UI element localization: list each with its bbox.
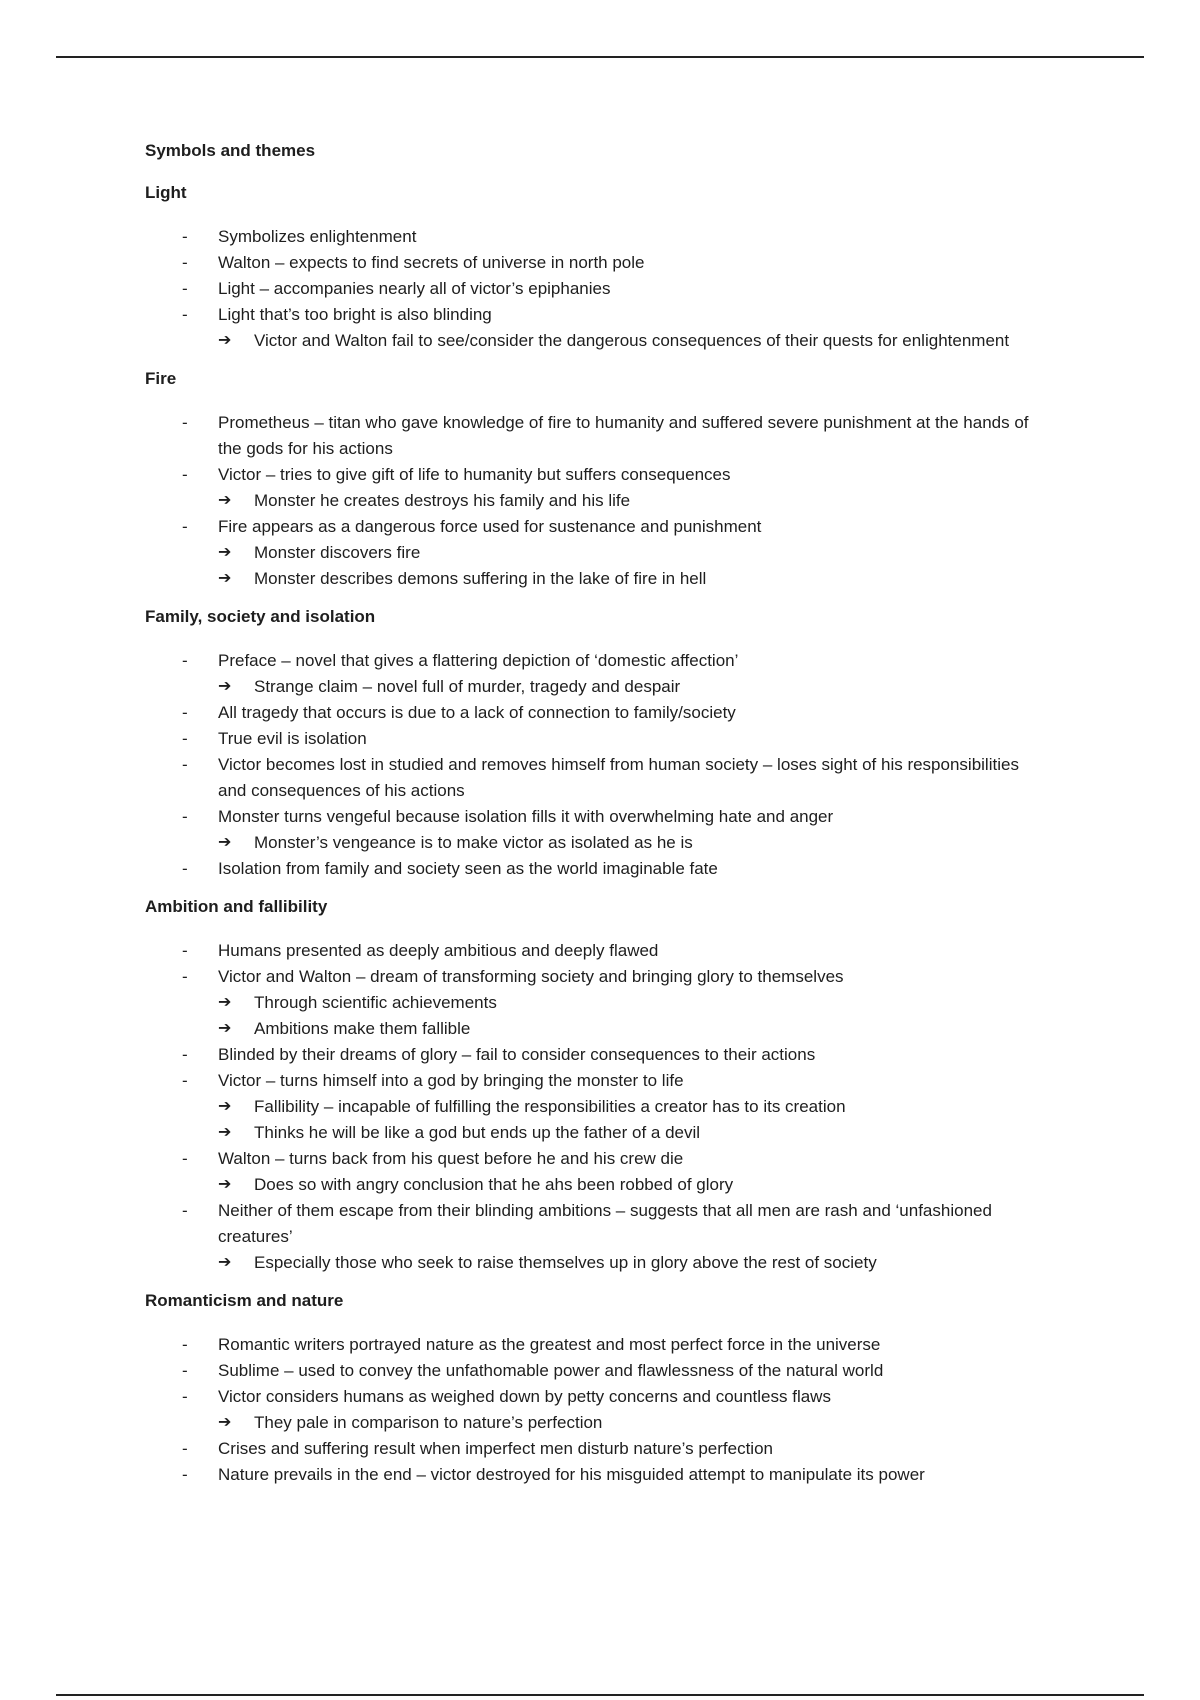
bullet-point xyxy=(145,514,1045,540)
bullet-list xyxy=(145,1332,1045,1488)
dash-bullet-icon: - xyxy=(182,807,188,826)
bullet-point xyxy=(145,276,1045,302)
sub-point xyxy=(145,990,1045,1016)
dash-bullet-icon: - xyxy=(182,413,188,432)
bullet-point xyxy=(145,1146,1045,1172)
dash-bullet-icon: - xyxy=(182,279,188,298)
header-rule xyxy=(56,56,1144,58)
dash-bullet-icon: - xyxy=(182,1045,188,1064)
bullet-point xyxy=(145,224,1045,250)
section xyxy=(145,606,1045,882)
bullet-list xyxy=(145,410,1045,592)
dash-bullet-icon: - xyxy=(182,651,188,670)
bullet-point xyxy=(145,302,1045,328)
sub-point xyxy=(145,1120,1045,1146)
sub-point-text: Thinks he will be like a god but ends up the father of a devil xyxy=(254,1123,701,1142)
bullet-point xyxy=(145,726,1045,752)
bullet-text: Sublime – used to convey the unfathomable power and flawlessness of the natural world xyxy=(218,1361,884,1380)
arrow-right-icon: ➔ xyxy=(218,1414,232,1431)
bullet-list xyxy=(145,224,1045,354)
sub-point-text: Does so with angry conclusion that he ahs been robbed of glory xyxy=(254,1175,734,1194)
sub-point xyxy=(145,830,1045,856)
dash-bullet-icon: - xyxy=(182,755,188,774)
bullet-text: True evil is isolation xyxy=(218,729,367,748)
section-heading: Light xyxy=(145,183,187,202)
dash-bullet-icon: - xyxy=(182,227,188,246)
bullet-point xyxy=(145,856,1045,882)
arrow-right-icon: ➔ xyxy=(218,332,232,349)
bullet-text: Symbolizes enlightenment xyxy=(218,227,417,246)
bullet-point xyxy=(145,1358,1045,1384)
dash-bullet-icon: - xyxy=(182,941,188,960)
bullet-point xyxy=(145,410,1045,462)
dash-bullet-icon: - xyxy=(182,729,188,748)
arrow-right-icon: ➔ xyxy=(218,1098,232,1115)
bullet-point xyxy=(145,1198,1045,1250)
bullet-list xyxy=(145,648,1045,882)
sub-point-text: Strange claim – novel full of murder, tragedy and despair xyxy=(254,677,681,696)
arrow-right-icon: ➔ xyxy=(218,834,232,851)
bullet-text: Victor considers humans as weighed down by petty concerns and countless flaws xyxy=(218,1387,831,1406)
sub-point xyxy=(145,1410,1045,1436)
sub-point-text: They pale in comparison to nature’s perfection xyxy=(254,1413,603,1432)
arrow-right-icon: ➔ xyxy=(218,994,232,1011)
bullet-text: Romantic writers portrayed nature as the greatest and most perfect force in the universe xyxy=(218,1335,881,1354)
arrow-right-icon: ➔ xyxy=(218,544,232,561)
dash-bullet-icon: - xyxy=(182,517,188,536)
dash-bullet-icon: - xyxy=(182,305,188,324)
dash-bullet-icon: - xyxy=(182,703,188,722)
bullet-text: Walton – turns back from his quest before he and his crew die xyxy=(218,1149,684,1168)
dash-bullet-icon: - xyxy=(182,967,188,986)
sub-point xyxy=(145,328,1045,354)
sub-point-text: Especially those who seek to raise themselves up in glory above the rest of society xyxy=(254,1253,877,1272)
bullet-text: Prometheus – titan who gave knowledge of fire to humanity and suffered severe punishment at the hands of the gods for his actions xyxy=(218,413,1029,458)
sub-point xyxy=(145,540,1045,566)
bullet-point xyxy=(145,1068,1045,1094)
dash-bullet-icon: - xyxy=(182,1201,188,1220)
bullet-text: Isolation from family and society seen as the world imaginable fate xyxy=(218,859,718,878)
bullet-text: Humans presented as deeply ambitious and deeply flawed xyxy=(218,941,659,960)
section xyxy=(145,368,1045,592)
section-heading: Fire xyxy=(145,369,177,388)
dash-bullet-icon: - xyxy=(182,1071,188,1090)
section xyxy=(145,1290,1045,1488)
dash-bullet-icon: - xyxy=(182,859,188,878)
bullet-text: Blinded by their dreams of glory – fail to consider consequences to their actions xyxy=(218,1045,816,1064)
section-heading: Ambition and fallibility xyxy=(145,897,328,916)
bullet-text: Victor and Walton – dream of transforming society and bringing glory to themselves xyxy=(218,967,844,986)
bullet-point xyxy=(145,1042,1045,1068)
section xyxy=(145,896,1045,1276)
arrow-right-icon: ➔ xyxy=(218,1176,232,1193)
bullet-point xyxy=(145,1332,1045,1358)
arrow-right-icon: ➔ xyxy=(218,678,232,695)
bullet-text: Nature prevails in the end – victor destroyed for his misguided attempt to manipulate its power xyxy=(218,1465,925,1484)
dash-bullet-icon: - xyxy=(182,1335,188,1354)
bullet-text: Monster turns vengeful because isolation fills it with overwhelming hate and anger xyxy=(218,807,834,826)
dash-bullet-icon: - xyxy=(182,1439,188,1458)
section-heading: Family, society and isolation xyxy=(145,607,376,626)
bullet-text: Victor becomes lost in studied and removes himself from human society – loses sight of his responsibilities and consequences of his actions xyxy=(218,755,1019,800)
sub-point-text: Monster describes demons suffering in the lake of fire in hell xyxy=(254,569,707,588)
bullet-text: Walton – expects to find secrets of universe in north pole xyxy=(218,253,645,272)
sub-point xyxy=(145,1094,1045,1120)
bullet-point xyxy=(145,462,1045,488)
sub-point-text: Monster he creates destroys his family and his life xyxy=(254,491,631,510)
bullet-point xyxy=(145,648,1045,674)
arrow-right-icon: ➔ xyxy=(218,492,232,509)
sub-point-text: Through scientific achievements xyxy=(254,993,497,1012)
dash-bullet-icon: - xyxy=(182,1361,188,1380)
sub-point xyxy=(145,1172,1045,1198)
dash-bullet-icon: - xyxy=(182,1465,188,1484)
bullet-point xyxy=(145,804,1045,830)
sub-point xyxy=(145,674,1045,700)
sub-point-text: Victor and Walton fail to see/consider the dangerous consequences of their quests for enlightenment xyxy=(254,331,1010,350)
sub-point-text: Monster discovers fire xyxy=(254,543,421,562)
arrow-right-icon: ➔ xyxy=(218,1254,232,1271)
bullet-text: Fire appears as a dangerous force used for sustenance and punishment xyxy=(218,517,762,536)
bullet-point xyxy=(145,1384,1045,1410)
dash-bullet-icon: - xyxy=(182,465,188,484)
bullet-text: Light that’s too bright is also blinding xyxy=(218,305,492,324)
sub-point xyxy=(145,566,1045,592)
bullet-point xyxy=(145,250,1045,276)
bullet-point xyxy=(145,1462,1045,1488)
bullet-point xyxy=(145,964,1045,990)
document-title: Symbols and themes xyxy=(145,141,316,160)
sections-container xyxy=(145,182,1045,1488)
arrow-right-icon: ➔ xyxy=(218,1020,232,1037)
arrow-right-icon: ➔ xyxy=(218,1124,232,1141)
bullet-list xyxy=(145,938,1045,1276)
bullet-text: All tragedy that occurs is due to a lack of connection to family/society xyxy=(218,703,736,722)
sub-point xyxy=(145,1250,1045,1276)
dash-bullet-icon: - xyxy=(182,1387,188,1406)
section-heading: Romanticism and nature xyxy=(145,1291,344,1310)
bullet-text: Neither of them escape from their blinding ambitions – suggests that all men are rash and ‘unfashioned creatures’ xyxy=(218,1201,992,1246)
bullet-text: Crises and suffering result when imperfect men disturb nature’s perfection xyxy=(218,1439,773,1458)
sub-point-text: Monster’s vengeance is to make victor as isolated as he is xyxy=(254,833,693,852)
dash-bullet-icon: - xyxy=(182,1149,188,1168)
section xyxy=(145,182,1045,354)
sub-point-text: Fallibility – incapable of fulfilling the responsibilities a creator has to its creation xyxy=(254,1097,846,1116)
bullet-text: Victor – turns himself into a god by bringing the monster to life xyxy=(218,1071,684,1090)
bullet-point xyxy=(145,1436,1045,1462)
bullet-point xyxy=(145,938,1045,964)
bullet-text: Light – accompanies nearly all of victor’s epiphanies xyxy=(218,279,611,298)
dash-bullet-icon: - xyxy=(182,253,188,272)
arrow-right-icon: ➔ xyxy=(218,570,232,587)
document-body xyxy=(145,140,1045,1502)
sub-point-text: Ambitions make them fallible xyxy=(254,1019,471,1038)
bullet-text: Victor – tries to give gift of life to humanity but suffers consequences xyxy=(218,465,731,484)
sub-point xyxy=(145,488,1045,514)
sub-point xyxy=(145,1016,1045,1042)
bullet-point xyxy=(145,752,1045,804)
bullet-point xyxy=(145,700,1045,726)
footer-rule xyxy=(56,1694,1144,1696)
bullet-text: Preface – novel that gives a flattering depiction of ‘domestic affection’ xyxy=(218,651,739,670)
